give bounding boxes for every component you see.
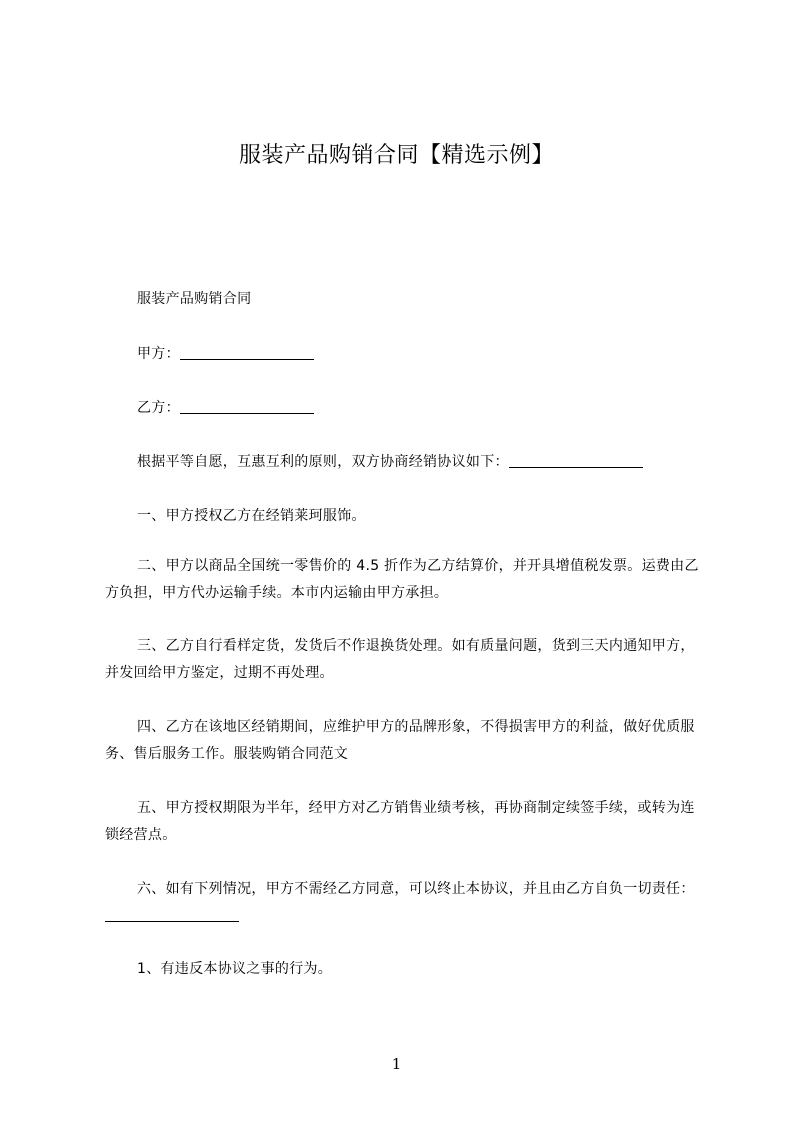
party-a-blank: [180, 345, 314, 360]
clause-6-text: 六、如有下列情况，甲方不需经乙方同意，可以终止本协议，并且由乙方自负一切责任：: [137, 881, 695, 897]
contract-heading: 服装产品购销合同: [137, 291, 252, 307]
intro-line: [137, 449, 697, 476]
clause-1: 一、甲方授权乙方在经销莱珂服饰。: [137, 508, 366, 524]
party-a-label: 甲方：: [137, 346, 180, 362]
page-number: 1: [391, 1055, 402, 1073]
party-b-blank: [180, 399, 314, 414]
party-b-label: 乙方：: [137, 400, 180, 416]
intro-text: 根据平等自愿，互惠互利的原则，双方协商经销协议如下：: [137, 454, 509, 470]
party-b-line: [137, 395, 737, 422]
party-a-line: [137, 341, 737, 368]
intro-blank: [509, 453, 643, 468]
clause-4: 四、乙方在该地区经销期间，应维护甲方的品牌形象，不得损害甲方的利益，做好优质服务、售后服务工作。服装购销合同范文: [105, 719, 695, 762]
document-title: 服装产品购销合同【精选示例】: [238, 143, 554, 168]
clause-5: 五、甲方授权期限为半年，经甲方对乙方销售业绩考核，再协商制定续签手续，或转为连锁经营点。: [105, 800, 695, 843]
clause-3: 三、乙方自行看样定货，发货后不作退换货处理。如有质量问题，货到三天内通知甲方，并发回给甲方鉴定，过期不再处理。: [105, 638, 695, 681]
clause-6-blank: [105, 907, 239, 922]
clause-6: [105, 876, 705, 930]
clause-2: 二、甲方以商品全国统一零售价的 4.5 折作为乙方结算价，并开具增值税发票。运费由乙方负担，甲方代办运输手续。本市内运输由甲方承担。: [105, 558, 699, 601]
item-1: 1、有违反本协议之事的行为。: [137, 961, 333, 977]
